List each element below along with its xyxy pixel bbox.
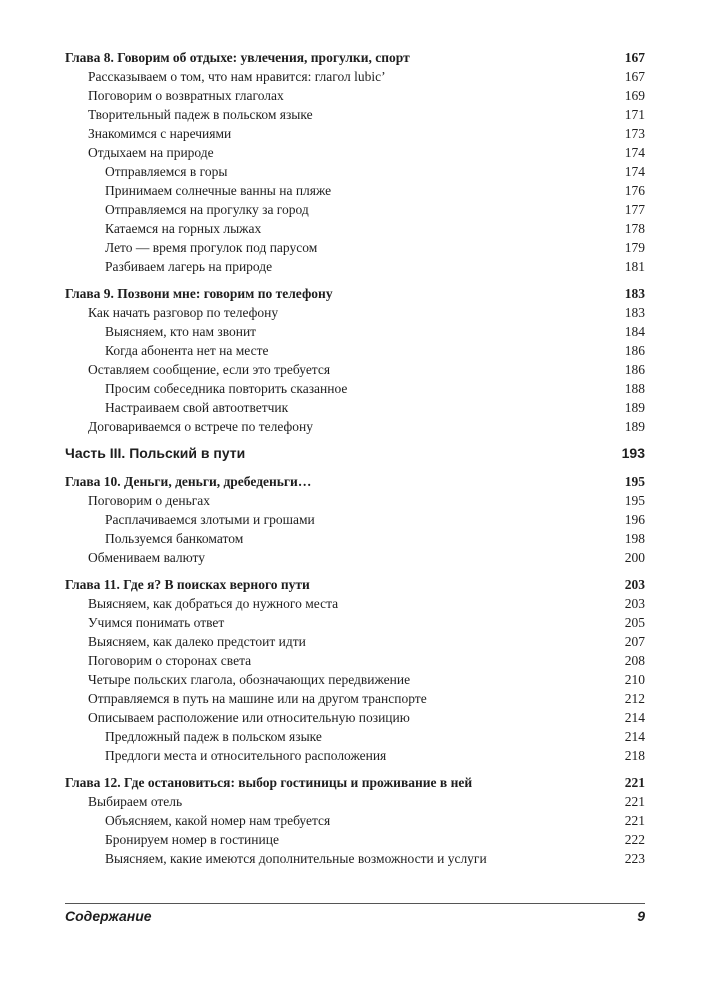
- toc-entry-page: 222: [624, 832, 645, 847]
- toc-subsection: [65, 727, 645, 746]
- toc-entry-page: 169: [624, 88, 645, 103]
- toc-entry-title: Часть III. Польский в пути: [65, 445, 246, 461]
- toc-entry-page: 221: [624, 794, 645, 809]
- toc-entry-title: Разбиваем лагерь на природе: [105, 259, 273, 274]
- toc-entry-page: 203: [624, 577, 645, 592]
- toc-entry-title: Четыре польских глагола, обозначающих передвижение: [88, 672, 411, 687]
- toc-entry-page: 179: [624, 240, 645, 255]
- toc-entry-page: 221: [624, 775, 645, 790]
- toc-entry-title: Настраиваем свой автоответчик: [105, 400, 289, 415]
- toc-entry-title: Объясняем, какой номер нам требуется: [105, 813, 331, 828]
- toc-section: [65, 594, 645, 613]
- toc-section: [65, 548, 645, 567]
- toc-subsection: [65, 830, 645, 849]
- toc-entry-page: 171: [624, 107, 645, 122]
- toc-section: [65, 708, 645, 727]
- toc-subsection: [65, 341, 645, 360]
- toc-entry-title: Глава 11. Где я? В поисках верного пути: [65, 577, 310, 592]
- toc-subsection: [65, 162, 645, 181]
- toc-entry-title: Просим собеседника повторить сказанное: [105, 381, 348, 396]
- toc-entry-page: 177: [624, 202, 645, 217]
- toc-entry-page: 178: [624, 221, 645, 236]
- toc-entry-page: 218: [624, 748, 645, 763]
- toc-chapter: [65, 773, 645, 792]
- toc-entry-page: 208: [624, 653, 645, 668]
- toc-entry-page: 183: [624, 286, 645, 301]
- toc-chapter: [65, 284, 645, 303]
- toc-entry-title: Поговорим о возвратных глаголах: [88, 88, 284, 103]
- toc-subsection: [65, 811, 645, 830]
- toc-entry-title: Когда абонента нет на месте: [105, 343, 269, 358]
- toc-subsection: [65, 238, 645, 257]
- toc-entry-page: 198: [624, 531, 645, 546]
- toc-entry-title: Отправляемся в горы: [105, 164, 228, 179]
- toc-section: [65, 124, 645, 143]
- toc-entry-title: Катаемся на горных лыжах: [105, 221, 262, 236]
- toc-entry-page: 212: [624, 691, 645, 706]
- toc-entry-title: Выясняем, как добраться до нужного места: [88, 596, 339, 611]
- toc-subsection: [65, 379, 645, 398]
- toc-entry-page: 189: [624, 400, 645, 415]
- toc-chapter: [65, 575, 645, 594]
- toc-entry-page: 203: [624, 596, 645, 611]
- toc-entry-page: 167: [624, 50, 645, 65]
- toc-section: [65, 792, 645, 811]
- toc-entry-title: Бронируем номер в гостинице: [105, 832, 279, 847]
- toc-section: [65, 689, 645, 708]
- toc-entry-page: 195: [624, 474, 645, 489]
- toc-entry-page: 186: [624, 343, 645, 358]
- toc-subsection: [65, 746, 645, 765]
- page-footer: [65, 903, 645, 930]
- toc-entry-page: 214: [624, 729, 645, 744]
- toc-subsection: [65, 181, 645, 200]
- toc-entry-title: Выбираем отель: [88, 794, 183, 809]
- toc-entry-title: Расплачиваемся злотыми и грошами: [105, 512, 315, 527]
- toc-entry-title: Пользуемся банкоматом: [105, 531, 244, 546]
- toc-entry-title: Рассказываем о том, что нам нравится: глагол lubic’: [88, 69, 386, 84]
- toc-entry-title: Глава 8. Говорим об отдыхе: увлечения, прогулки, спорт: [65, 50, 410, 65]
- toc-entry-page: 183: [624, 305, 645, 320]
- toc-entry-title: Принимаем солнечные ванны на пляже: [105, 183, 332, 198]
- toc-entry-title: Выясняем, какие имеются дополнительные возможности и услуги: [105, 851, 487, 866]
- toc-chapter: [65, 48, 645, 67]
- toc-section: [65, 143, 645, 162]
- toc-section: [65, 651, 645, 670]
- toc-entry-title: Поговорим о сторонах света: [88, 653, 252, 668]
- toc-subsection: [65, 322, 645, 341]
- toc-entry-page: 200: [624, 550, 645, 565]
- toc-section: [65, 491, 645, 510]
- toc-entry-title: Глава 9. Позвони мне: говорим по телефону: [65, 286, 333, 301]
- footer-page-number: 9: [637, 908, 645, 924]
- toc-section: [65, 105, 645, 124]
- toc-entry-title: Творительный падеж в польском языке: [88, 107, 313, 122]
- toc-entry-title: Как начать разговор по телефону: [88, 305, 279, 320]
- toc-entry-page: 193: [621, 445, 645, 461]
- toc-section: [65, 417, 645, 436]
- toc-entry-title: Выясняем, кто нам звонит: [105, 324, 257, 339]
- toc-entry-title: Выясняем, как далеко предстоит идти: [88, 634, 306, 649]
- toc-entry-page: 174: [624, 145, 645, 160]
- toc-entry-page: 186: [624, 362, 645, 377]
- toc-entry-page: 181: [624, 259, 645, 274]
- toc-subsection: [65, 510, 645, 529]
- toc-entry-title: Глава 12. Где остановиться: выбор гостиницы и проживание в ней: [65, 775, 473, 790]
- toc-entry-title: Предлоги места и относительного расположения: [105, 748, 387, 763]
- toc-entry-title: Отправляемся в путь на машине или на другом транспорте: [88, 691, 427, 706]
- toc-subsection: [65, 200, 645, 219]
- toc-entry-title: Описываем расположение или относительную позицию: [88, 710, 410, 725]
- toc-entry-page: 205: [624, 615, 645, 630]
- toc-entry-page: 188: [624, 381, 645, 396]
- toc-section: [65, 86, 645, 105]
- toc-subsection: [65, 529, 645, 548]
- toc-entry-page: 167: [624, 69, 645, 84]
- toc-entry-title: Предложный падеж в польском языке: [105, 729, 322, 744]
- footer-title: Содержание: [65, 908, 152, 924]
- toc-part: [65, 442, 645, 464]
- toc-entry-page: 176: [624, 183, 645, 198]
- toc-entry-page: 210: [624, 672, 645, 687]
- toc-entry-page: 184: [624, 324, 645, 339]
- toc-entry-page: 195: [624, 493, 645, 508]
- toc-section: [65, 670, 645, 689]
- toc-entry-title: Обмениваем валюту: [88, 550, 205, 565]
- toc-entry-title: Оставляем сообщение, если это требуется: [88, 362, 331, 377]
- toc-entry-page: 189: [624, 419, 645, 434]
- toc-entry-page: 207: [624, 634, 645, 649]
- toc-section: [65, 632, 645, 651]
- toc-entry-page: 173: [624, 126, 645, 141]
- toc-chapter: [65, 472, 645, 491]
- toc-entry-title: Лето — время прогулок под парусом: [105, 240, 318, 255]
- toc-section: [65, 303, 645, 322]
- toc-subsection: [65, 398, 645, 417]
- toc-section: [65, 67, 645, 86]
- toc-entry-title: Отдыхаем на природе: [88, 145, 214, 160]
- toc-entry-page: 174: [624, 164, 645, 179]
- toc-entry-title: Поговорим о деньгах: [88, 493, 211, 508]
- table-of-contents: [65, 48, 645, 868]
- toc-entry-title: Отправляемся на прогулку за город: [105, 202, 309, 217]
- toc-subsection: [65, 257, 645, 276]
- toc-entry-title: Учимся понимать ответ: [88, 615, 225, 630]
- toc-section: [65, 360, 645, 379]
- toc-entry-title: Договариваемся о встрече по телефону: [88, 419, 314, 434]
- toc-entry-title: Глава 10. Деньги, деньги, дребеденьги…: [65, 474, 312, 489]
- toc-entry-page: 196: [624, 512, 645, 527]
- toc-entry-title: Знакомимся с наречиями: [88, 126, 232, 141]
- toc-entry-page: 214: [624, 710, 645, 725]
- toc-entry-page: 223: [624, 851, 645, 866]
- toc-subsection: [65, 849, 645, 868]
- toc-section: [65, 613, 645, 632]
- toc-entry-page: 221: [624, 813, 645, 828]
- toc-subsection: [65, 219, 645, 238]
